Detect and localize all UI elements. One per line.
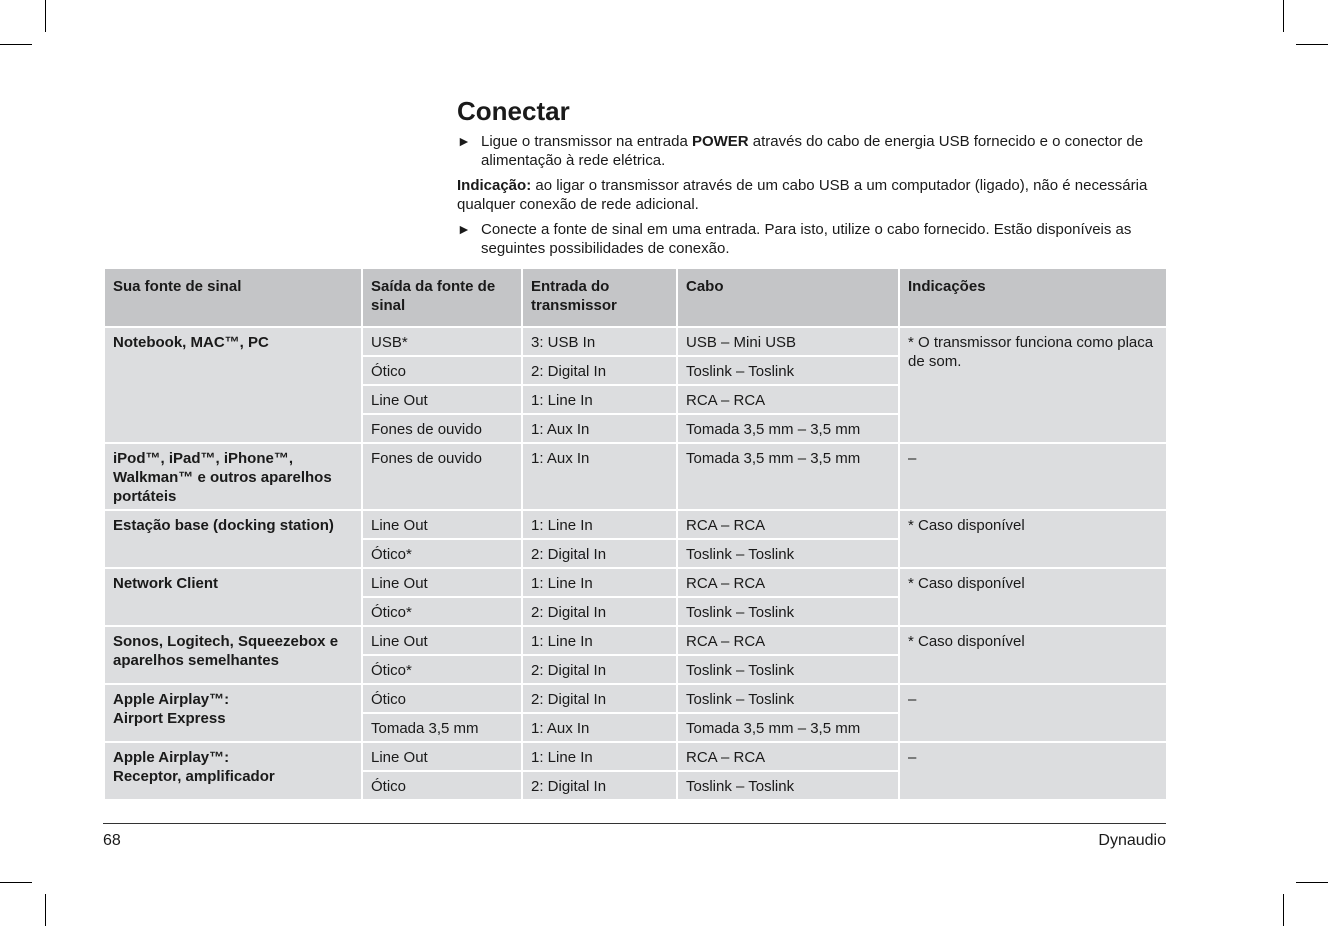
source-output-cell: USB* bbox=[362, 327, 522, 356]
table-row bbox=[104, 443, 1167, 510]
table-row bbox=[104, 684, 1167, 713]
signal-source-cell: iPod™, iPad™, iPhone™, Walkman™ e outros aparelhos portáteis bbox=[104, 443, 362, 510]
header-transmitter-input: Entrada do transmissor bbox=[522, 268, 677, 327]
source-output-cell: Ótico bbox=[362, 771, 522, 800]
source-output-cell: Fones de ouvido bbox=[362, 443, 522, 510]
notes-cell: * Caso disponível bbox=[899, 510, 1167, 568]
cable-cell: Toslink – Toslink bbox=[677, 356, 899, 385]
cable-cell: RCA – RCA bbox=[677, 385, 899, 414]
transmitter-input-cell: 2: Digital In bbox=[522, 655, 677, 684]
cable-cell: Toslink – Toslink bbox=[677, 771, 899, 800]
header-notes: Indicações bbox=[899, 268, 1167, 327]
transmitter-input-cell: 3: USB In bbox=[522, 327, 677, 356]
source-output-cell: Ótico* bbox=[362, 655, 522, 684]
cable-cell: Toslink – Toslink bbox=[677, 597, 899, 626]
table-row bbox=[104, 510, 1167, 539]
transmitter-input-cell: 1: Line In bbox=[522, 742, 677, 771]
crop-mark bbox=[1296, 882, 1328, 883]
cable-cell: RCA – RCA bbox=[677, 626, 899, 655]
source-output-cell: Ótico bbox=[362, 684, 522, 713]
table-row bbox=[104, 327, 1167, 356]
note-text: ao ligar o transmissor através de um cabo USB a um computador (ligado), não é necessária qualquer conexão de rede adicional. bbox=[457, 177, 1148, 213]
source-output-cell: Line Out bbox=[362, 742, 522, 771]
transmitter-input-cell: 1: Line In bbox=[522, 626, 677, 655]
transmitter-input-cell: 1: Line In bbox=[522, 568, 677, 597]
transmitter-input-cell: 1: Aux In bbox=[522, 713, 677, 742]
crop-mark bbox=[45, 0, 46, 32]
source-output-cell: Line Out bbox=[362, 510, 522, 539]
table-body bbox=[104, 327, 1167, 800]
transmitter-input-cell: 2: Digital In bbox=[522, 684, 677, 713]
source-output-cell: Ótico bbox=[362, 356, 522, 385]
instruction-text: Conecte a fonte de sinal em uma entrada. Para isto, utilize o cabo fornecido. Estão disponíveis as seguintes possibilidades de conexão. bbox=[481, 221, 1132, 257]
transmitter-input-cell: 1: Line In bbox=[522, 385, 677, 414]
cable-cell: RCA – RCA bbox=[677, 742, 899, 771]
cable-cell: Tomada 3,5 mm – 3,5 mm bbox=[677, 414, 899, 443]
cable-cell: Toslink – Toslink bbox=[677, 684, 899, 713]
section-title: Conectar bbox=[457, 96, 570, 126]
table-row bbox=[104, 626, 1167, 655]
notes-cell: * Caso disponível bbox=[899, 568, 1167, 626]
table-row bbox=[104, 568, 1167, 597]
crop-mark bbox=[45, 894, 46, 926]
crop-mark bbox=[1283, 0, 1284, 32]
table-header-row bbox=[104, 268, 1167, 327]
instruction-text: através do cabo de energia USB fornecido e o conector de alimentação à rede elétrica. bbox=[481, 133, 1144, 169]
header-signal-source: Sua fonte de sinal bbox=[104, 268, 362, 327]
source-output-cell: Line Out bbox=[362, 385, 522, 414]
transmitter-input-cell: 2: Digital In bbox=[522, 356, 677, 385]
instruction-source bbox=[457, 220, 1177, 258]
signal-source-cell: Apple Airplay™: Airport Express bbox=[104, 684, 362, 742]
brand-name: Dynaudio bbox=[1098, 832, 1166, 849]
crop-mark bbox=[1296, 44, 1328, 45]
cable-cell: Tomada 3,5 mm – 3,5 mm bbox=[677, 443, 899, 510]
power-keyword: POWER bbox=[691, 133, 749, 150]
signal-source-cell: Sonos, Logitech, Squeezebox e aparelhos semelhantes bbox=[104, 626, 362, 684]
cable-cell: USB – Mini USB bbox=[677, 327, 899, 356]
signal-source-cell: Estação base (docking station) bbox=[104, 510, 362, 568]
notes-cell: * Caso disponível bbox=[899, 626, 1167, 684]
cable-cell: Toslink – Toslink bbox=[677, 539, 899, 568]
signal-source-cell: Notebook, MAC™, PC bbox=[104, 327, 362, 443]
usb-note bbox=[457, 176, 1177, 214]
notes-cell: * O transmissor funciona como placa de som. bbox=[899, 327, 1167, 443]
crop-mark bbox=[0, 882, 32, 883]
transmitter-input-cell: 2: Digital In bbox=[522, 539, 677, 568]
instruction-text: Ligue o transmissor na entrada bbox=[481, 133, 692, 150]
footer-rule bbox=[103, 823, 1166, 824]
cable-cell: RCA – RCA bbox=[677, 568, 899, 597]
cable-cell: Toslink – Toslink bbox=[677, 655, 899, 684]
connection-table bbox=[103, 267, 1168, 801]
table-row bbox=[104, 742, 1167, 771]
instruction-power bbox=[457, 132, 1177, 170]
note-label: Indicação: bbox=[457, 177, 532, 194]
notes-cell: – bbox=[899, 684, 1167, 742]
crop-mark bbox=[0, 44, 32, 45]
signal-source-cell: Network Client bbox=[104, 568, 362, 626]
crop-mark bbox=[1283, 894, 1284, 926]
transmitter-input-cell: 1: Aux In bbox=[522, 443, 677, 510]
arrow-bullet-icon: ► bbox=[457, 221, 471, 237]
source-output-cell: Line Out bbox=[362, 626, 522, 655]
source-output-cell: Line Out bbox=[362, 568, 522, 597]
notes-cell: – bbox=[899, 742, 1167, 800]
signal-source-cell: Apple Airplay™: Receptor, amplificador bbox=[104, 742, 362, 800]
transmitter-input-cell: 2: Digital In bbox=[522, 771, 677, 800]
header-source-output: Saída da fonte de sinal bbox=[362, 268, 522, 327]
notes-cell: – bbox=[899, 443, 1167, 510]
transmitter-input-cell: 2: Digital In bbox=[522, 597, 677, 626]
connect-section bbox=[457, 96, 1177, 264]
cable-cell: Tomada 3,5 mm – 3,5 mm bbox=[677, 713, 899, 742]
source-output-cell: Tomada 3,5 mm bbox=[362, 713, 522, 742]
source-output-cell: Ótico* bbox=[362, 597, 522, 626]
header-cable: Cabo bbox=[677, 268, 899, 327]
arrow-bullet-icon: ► bbox=[457, 133, 471, 149]
transmitter-input-cell: 1: Aux In bbox=[522, 414, 677, 443]
cable-cell: RCA – RCA bbox=[677, 510, 899, 539]
source-output-cell: Ótico* bbox=[362, 539, 522, 568]
source-output-cell: Fones de ouvido bbox=[362, 414, 522, 443]
page-number: 68 bbox=[103, 832, 121, 849]
transmitter-input-cell: 1: Line In bbox=[522, 510, 677, 539]
